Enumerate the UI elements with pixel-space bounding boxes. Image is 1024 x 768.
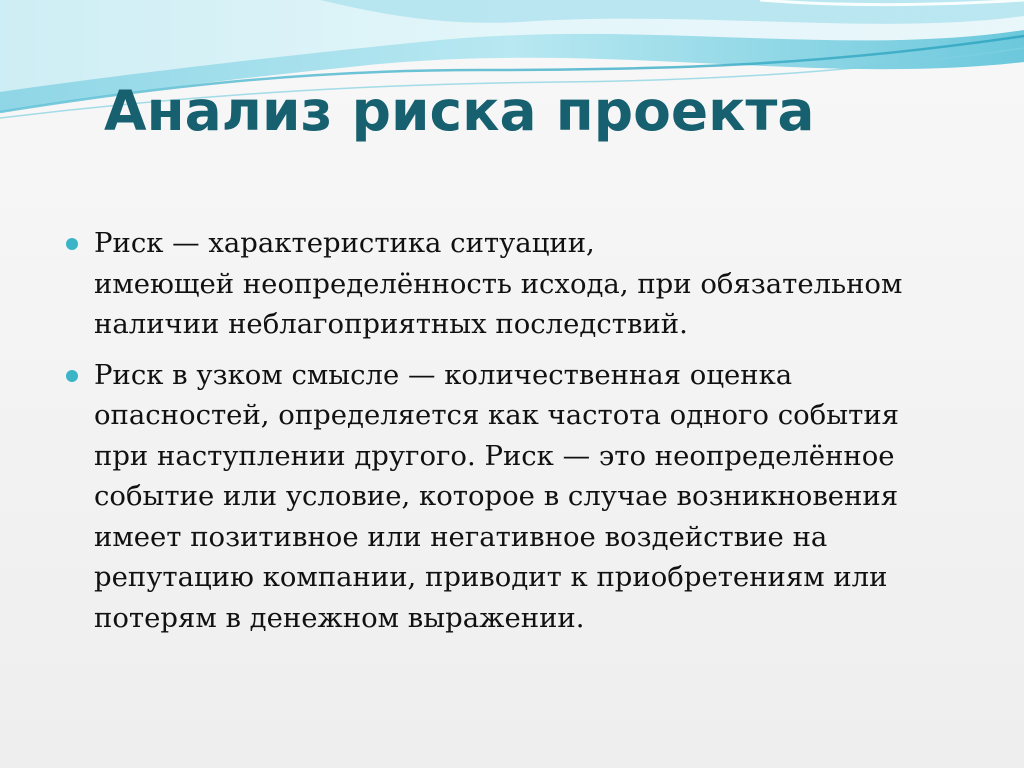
bullet-list <box>66 223 966 648</box>
bullet-2-line-1: Риск в узком смысле — количественная оценка <box>94 358 793 391</box>
bullet-2-line-6: репутацию компании, приводит к приобретениям или <box>94 561 888 593</box>
bullet-1-line-1: Риск — характеристика ситуации, <box>94 227 595 259</box>
bullet-dot-icon <box>66 370 78 382</box>
bullet-2-line-4: событие или условие, которое в случае возникновения <box>94 480 899 512</box>
bullet-2-line-3: при наступлении другого. Риск — это неопределённое <box>94 439 895 472</box>
bullet-item-1 <box>66 223 966 345</box>
slide-title: Анализ риска проекта <box>104 79 815 143</box>
bullet-item-2 <box>66 355 966 639</box>
bullet-2-line-5: имеет позитивное или негативное воздействие на <box>94 520 828 553</box>
bullet-2-line-2: опасностей, определяется как частота одного события <box>94 399 900 431</box>
bullet-1-line-2: имеющей неопределённость исхода, при обязательном <box>94 267 903 300</box>
bullet-2-line-7: потерям в денежном выражении. <box>94 601 585 634</box>
bullet-dot-icon <box>66 238 78 250</box>
bullet-1-line-3: наличии неблагоприятных последствий. <box>94 308 688 340</box>
